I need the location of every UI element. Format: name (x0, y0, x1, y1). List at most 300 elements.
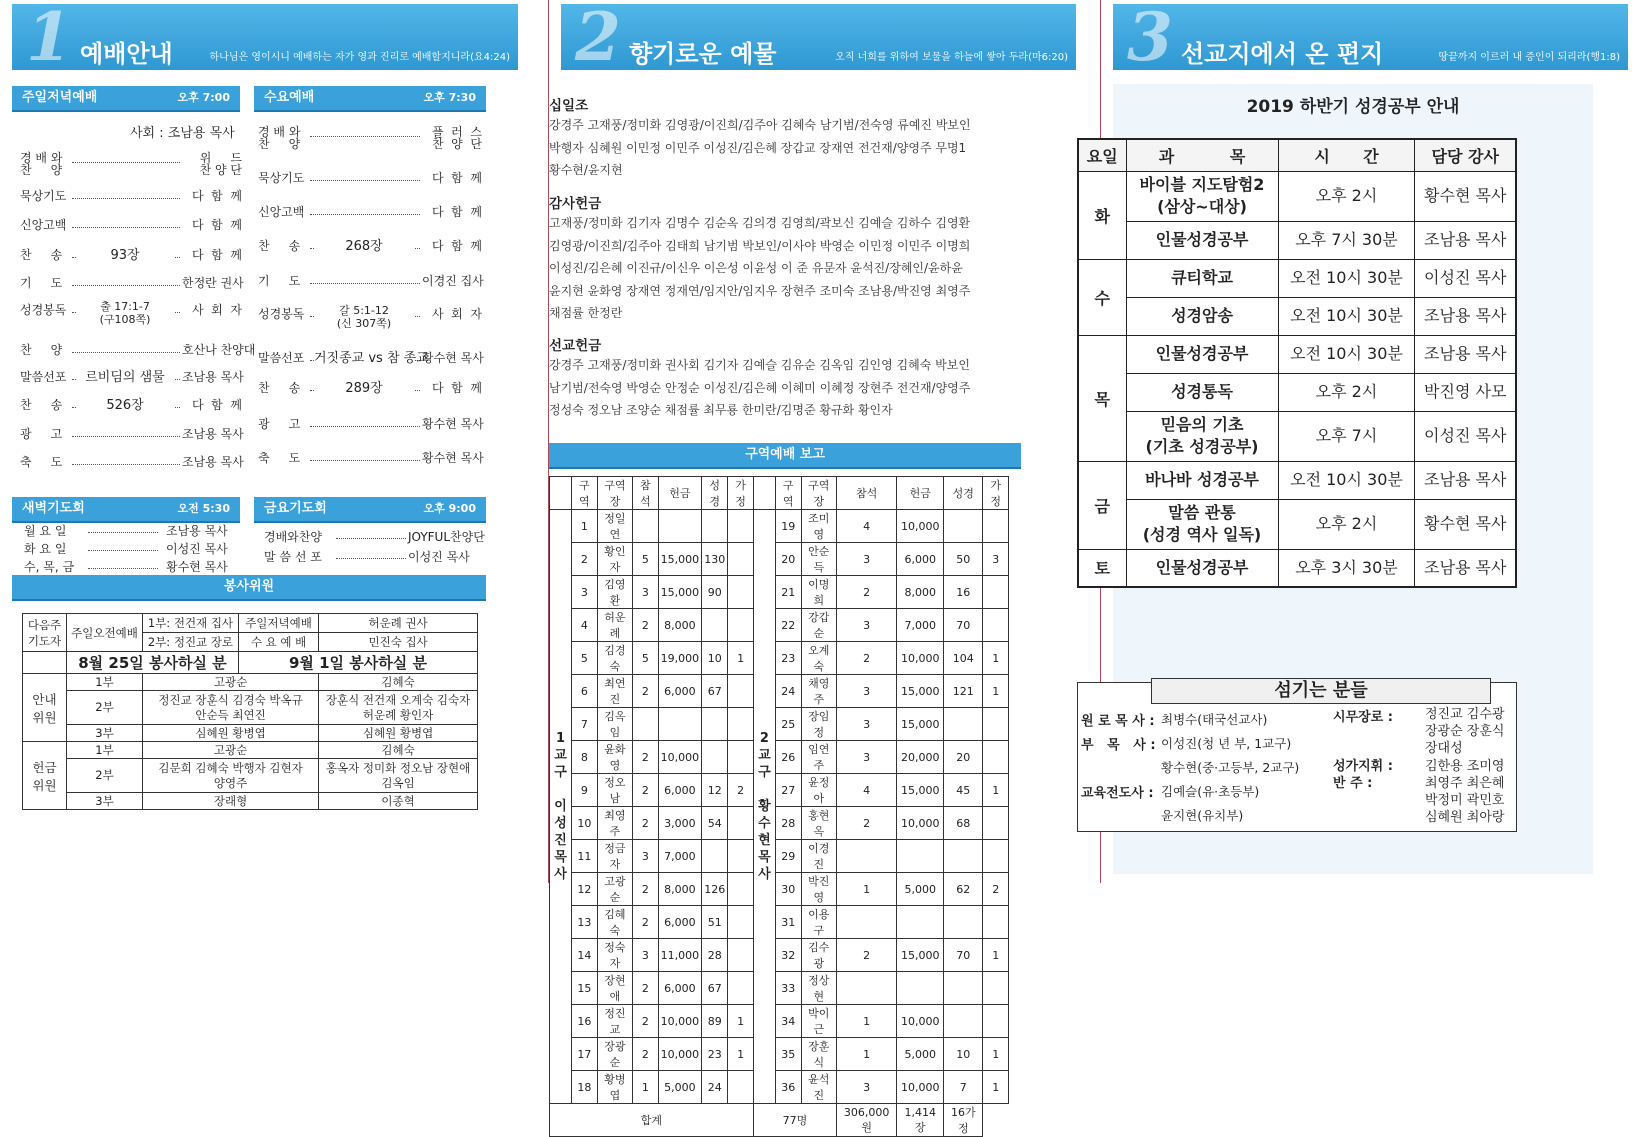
report-cell: 121 (944, 675, 983, 708)
order-label: 말씀선포 (20, 370, 67, 384)
table-row (550, 807, 1009, 840)
study-cell: 조남용 목사 (1415, 297, 1516, 335)
report-cell (983, 741, 1009, 774)
staff-role: 교육전도사 : (1081, 786, 1154, 801)
report-cell (983, 609, 1009, 642)
volunteer-cell: 장래형 (143, 793, 319, 810)
report-cell: 1 (983, 774, 1009, 807)
leader-dots (310, 180, 420, 181)
prayer-item: 경배와찬양 (264, 530, 322, 544)
report-cell (728, 1071, 754, 1104)
study-cell: 조남용 목사 (1415, 549, 1516, 587)
report-cell: 윤석진 (801, 1071, 836, 1104)
report-cell: 2 (633, 906, 659, 939)
report-cell: 10 (944, 1038, 983, 1071)
study-cell: 이성진 목사 (1415, 411, 1516, 461)
report-cell (897, 840, 944, 873)
report-cell: 1 (836, 873, 896, 906)
report-cell: 23 (702, 1038, 728, 1071)
report-cell (728, 906, 754, 939)
prayer-item: 말 씀 선 포 (264, 550, 322, 564)
staff-role: 원 로 목 사 : (1081, 714, 1155, 729)
report-cell: 1 (983, 1038, 1009, 1071)
report-cell (836, 906, 896, 939)
report-cell: 김경숙 (597, 642, 632, 675)
cell: 1부: 전건재 집사 (143, 614, 239, 633)
mission-names (549, 354, 1019, 422)
study-cell: 조남용 목사 (1415, 335, 1516, 373)
report-cell (983, 708, 1009, 741)
day-cell: 수 (1078, 259, 1126, 335)
order-value: 황수현 목사 (422, 451, 484, 465)
panel-verse: 하나님은 영이시니 예배하는 자가 영과 진리로 예배할지니라(요4:24) (209, 52, 510, 63)
total-cell: 1,414장 (897, 1104, 944, 1137)
panel-title: 예배안내 (80, 40, 173, 68)
order-label: 광 고 (20, 427, 63, 441)
study-cell: 바나바 성경공부 (1126, 461, 1278, 499)
report-cell: 5 (633, 642, 659, 675)
report-cell (983, 510, 1009, 543)
report-cell: 2 (633, 1038, 659, 1071)
cell: 주일저녁예배 (238, 614, 318, 633)
report-cell: 27 (775, 774, 801, 807)
staff-role: 부 목 사 : (1081, 738, 1156, 753)
section-title: 금요기도회 (264, 501, 327, 516)
report-cell (728, 543, 754, 576)
study-row (1078, 259, 1516, 297)
panel-verse: 오직 너희를 위하여 보물을 하늘에 쌓아 두라(마6:20) (835, 52, 1068, 63)
order-label: 찬 송 (258, 239, 301, 253)
section-time: 오후 7:30 (423, 91, 476, 104)
day-cell: 화 (1078, 171, 1126, 259)
table-row (550, 906, 1009, 939)
report-cell: 35 (775, 1038, 801, 1071)
study-cell: 오후 7시 (1278, 411, 1415, 461)
report-cell: 김수광 (801, 939, 836, 972)
table-row (550, 873, 1009, 906)
study-cell: 오전 10시 30분 (1278, 259, 1415, 297)
report-cell: 28 (775, 807, 801, 840)
study-cell: 믿음의 기초 (기초 성경공부) (1126, 411, 1278, 461)
volunteer-cell: 2부 (67, 691, 143, 725)
district-report-table (549, 476, 1009, 1137)
report-cell: 12 (572, 873, 598, 906)
study-cell: 인물성경공부 (1126, 549, 1278, 587)
report-cell: 2 (836, 576, 896, 609)
report-cell (983, 576, 1009, 609)
order-label: 경 배 와 찬 양 (20, 151, 63, 177)
panel-number: 1 (26, 4, 72, 70)
order-label: 찬 송 (20, 398, 63, 412)
report-cell: 4 (836, 774, 896, 807)
report-cell: 7 (572, 708, 598, 741)
wednesday-header (254, 86, 486, 110)
order-value: 한정란 권사 (182, 276, 244, 290)
report-cell: 29 (775, 840, 801, 873)
report-cell: 70 (944, 609, 983, 642)
order-value: 다 함 께 (431, 239, 482, 253)
report-cell: 51 (702, 906, 728, 939)
report-cell: 104 (944, 642, 983, 675)
report-cell (944, 510, 983, 543)
report-cell: 15,000 (897, 708, 944, 741)
order-value: 다 함 께 (431, 381, 482, 395)
study-header-row (1078, 139, 1516, 171)
panel-header (561, 4, 1076, 70)
cell: 민진숙 집사 (319, 633, 478, 652)
report-cell: 10 (702, 642, 728, 675)
column-header: 참석 (633, 477, 659, 510)
order-item: 289장 (314, 382, 414, 396)
order-value: 다 함 께 (191, 189, 242, 203)
leader-dots (72, 227, 180, 228)
report-cell: 10,000 (897, 1071, 944, 1104)
report-cell: 2 (633, 675, 659, 708)
group-label: 안내 위원 (23, 674, 67, 742)
study-row (1078, 499, 1516, 549)
report-cell: 6,000 (897, 543, 944, 576)
order-value: 조남용 목사 (182, 455, 244, 469)
report-cell (983, 906, 1009, 939)
worship-info-panel (0, 0, 530, 883)
study-cell: 성경통독 (1126, 373, 1278, 411)
report-cell: 34 (775, 1005, 801, 1038)
order-item: 93장 (76, 249, 174, 263)
report-cell: 1 (983, 675, 1009, 708)
staff-title: 섬기는 분들 (1151, 678, 1491, 704)
report-cell: 16 (944, 576, 983, 609)
report-cell (728, 609, 754, 642)
order-label: 묵상기도 (20, 189, 67, 203)
elders-names: 정진교 김수광 장광순 장훈식 장대성 (1425, 707, 1505, 756)
volunteer-cell: 정진교 장훈식 김경숙 박옥규 안순득 최연진 (143, 691, 319, 725)
volunteer-cell: 심혜원 황병엽 (319, 725, 478, 742)
order-value: 다 함 께 (191, 218, 242, 232)
leader-dots (310, 426, 420, 427)
order-label: 기 도 (258, 274, 301, 288)
column-header: 가정 (728, 477, 754, 510)
leader-dots (72, 352, 180, 353)
leader-dots (72, 436, 180, 437)
study-cell: 말씀 관통 (성경 역사 일독) (1126, 499, 1278, 549)
report-cell: 3 (836, 609, 896, 642)
report-cell: 2 (633, 1005, 659, 1038)
name-line: 황수현/윤지현 (549, 163, 623, 177)
report-cell: 김옥임 (597, 708, 632, 741)
order-item: 출 17:1-7 (구108쪽) (76, 300, 174, 326)
study-cell: 황수현 목사 (1415, 499, 1516, 549)
dawn-prayer-header (12, 497, 240, 521)
report-cell: 3 (836, 708, 896, 741)
tithe-names (549, 114, 1019, 182)
report-cell: 고광순 (597, 873, 632, 906)
order-label: 찬 송 (258, 381, 301, 395)
report-cell: 1 (983, 642, 1009, 675)
report-cell: 2 (728, 774, 754, 807)
leader-dots (310, 460, 420, 461)
report-cell: 22 (775, 609, 801, 642)
report-cell: 1 (728, 1038, 754, 1071)
report-cell: 2 (983, 873, 1009, 906)
report-cell: 10 (572, 807, 598, 840)
report-cell (702, 741, 728, 774)
report-cell: 5 (572, 642, 598, 675)
blank-cell (550, 477, 572, 510)
report-cell (983, 972, 1009, 1005)
volunteer-row (23, 725, 478, 742)
report-cell: 4 (836, 510, 896, 543)
name-line: 정성숙 정오남 조양순 채점률 최무룡 한미란/김명준 황규화 황인자 (549, 403, 893, 417)
study-cell: 오전 10시 30분 (1278, 461, 1415, 499)
total-cell: 77명 (753, 1104, 836, 1137)
cell: 허운례 권사 (319, 614, 478, 633)
report-cell (728, 708, 754, 741)
leader-dots (72, 285, 180, 286)
leader-dots (88, 550, 158, 551)
section-title: 봉사위원 (223, 579, 275, 594)
report-cell (728, 741, 754, 774)
elders-label: 시무장로 : (1333, 710, 1393, 725)
volunteer-cell: 홍옥자 정미화 정오남 장현애 김옥임 (319, 759, 478, 793)
report-cell: 2 (633, 972, 659, 1005)
report-cell (728, 510, 754, 543)
report-cell: 정진교 (597, 1005, 632, 1038)
order-label: 성경봉독 (20, 303, 67, 317)
leader-dots (310, 136, 420, 137)
report-cell: 90 (702, 576, 728, 609)
report-header (549, 443, 1021, 467)
report-cell: 68 (944, 807, 983, 840)
order-label: 기 도 (20, 276, 63, 290)
study-cell: 바이블 지도탐험2 (삼상~대상) (1126, 171, 1278, 221)
choir-label: 성가지휘 : 반 주 : (1333, 759, 1393, 791)
order-value: 황수현 목사 (422, 417, 484, 431)
thanks-title: 감사헌금 (549, 196, 602, 212)
volunteers-header (12, 575, 486, 599)
study-cell: 인물성경공부 (1126, 221, 1278, 259)
report-cell: 8,000 (658, 873, 702, 906)
section-time: 오후 9:00 (423, 502, 476, 515)
report-cell: 10,000 (658, 1005, 702, 1038)
report-cell: 15,000 (897, 939, 944, 972)
report-cell: 8 (572, 741, 598, 774)
report-cell: 3 (633, 939, 659, 972)
report-cell (983, 1005, 1009, 1038)
report-cell: 67 (702, 675, 728, 708)
report-cell: 3 (836, 675, 896, 708)
order-label: 성경봉독 (258, 307, 305, 321)
report-header-row (550, 477, 1009, 510)
report-cell: 3 (572, 576, 598, 609)
report-cell: 1 (836, 1038, 896, 1071)
report-cell: 5,000 (897, 1038, 944, 1071)
day-cell: 목 (1078, 335, 1126, 461)
volunteer-row (23, 742, 478, 759)
table-row (550, 1038, 1009, 1071)
order-value: 조남용 목사 (182, 427, 244, 441)
report-cell (983, 840, 1009, 873)
report-cell: 정금자 (597, 840, 632, 873)
report-cell (658, 708, 702, 741)
table-row (550, 840, 1009, 873)
report-cell: 10,000 (897, 1005, 944, 1038)
report-cell (658, 510, 702, 543)
table-row (550, 972, 1009, 1005)
volunteer-cell: 김혜숙 (319, 674, 478, 691)
panel-number: 2 (575, 4, 621, 70)
report-cell (702, 609, 728, 642)
volunteer-table (22, 613, 478, 810)
report-cell: 20 (775, 543, 801, 576)
report-cell: 16 (572, 1005, 598, 1038)
order-value: 위 드 찬 양 단 (199, 151, 242, 177)
study-cell: 큐티학교 (1126, 259, 1278, 297)
report-cell: 황병엽 (597, 1071, 632, 1104)
order-label: 묵상기도 (258, 171, 305, 185)
prayer-leader: 이성진 목사 (408, 550, 470, 564)
study-row (1078, 373, 1516, 411)
study-cell: 박진영 사모 (1415, 373, 1516, 411)
volunteer-row (23, 759, 478, 793)
volunteer-cell: 이종혁 (319, 793, 478, 810)
report-cell (702, 510, 728, 543)
study-cell: 오전 10시 30분 (1278, 297, 1415, 335)
volunteer-row (23, 691, 478, 725)
report-cell: 15 (572, 972, 598, 1005)
group-label: 2 교 구 황 수 현 목 사 (753, 510, 775, 1104)
leader-dots (88, 532, 158, 533)
study-row (1078, 221, 1516, 259)
report-cell: 2 (633, 807, 659, 840)
report-cell: 3 (633, 576, 659, 609)
prayer-leader: JOYFUL찬양단 (408, 530, 485, 544)
panel-verse: 땅끝까지 이르러 내 증인이 되리라(행1:8) (1438, 52, 1620, 63)
report-cell: 홍현옥 (801, 807, 836, 840)
report-cell: 24 (702, 1071, 728, 1104)
total-cell: 16가정 (944, 1104, 983, 1137)
report-cell: 25 (775, 708, 801, 741)
section-time: 오후 7:00 (177, 91, 230, 104)
name-line: 강경주 고재풍/정미화 권사회 김기자 김예슬 김유순 김옥임 김인영 김혜숙 박보인 (549, 358, 970, 372)
table-row (550, 543, 1009, 576)
volunteer-cell: 고광순 (143, 674, 319, 691)
name-line: 윤지현 윤화영 장재연 정재연/임지안/임지우 장현주 조미숙 조남용/박진영 최영주 (549, 283, 971, 298)
date-heading: 9월 1일 봉사하실 분 (238, 652, 477, 674)
report-cell (836, 972, 896, 1005)
table-row (550, 939, 1009, 972)
report-cell: 김영환 (597, 576, 632, 609)
report-cell: 45 (944, 774, 983, 807)
report-cell (897, 972, 944, 1005)
study-cell: 이성진 목사 (1415, 259, 1516, 297)
volunteer-cell: 1부 (67, 742, 143, 759)
report-cell: 50 (944, 543, 983, 576)
report-cell: 8,000 (897, 576, 944, 609)
order-value: 사 회 자 (191, 303, 242, 317)
order-label: 광 고 (258, 417, 301, 431)
report-cell: 10,000 (897, 510, 944, 543)
order-item: 갈 5:1-12 (신 307쪽) (314, 304, 414, 330)
report-cell: 1 (728, 642, 754, 675)
report-cell (944, 906, 983, 939)
total-row (550, 1104, 1009, 1137)
report-cell (728, 972, 754, 1005)
friday-prayer-header (254, 497, 486, 521)
cell: 주일오전예배 (67, 614, 143, 652)
order-label: 찬 양 (20, 343, 63, 357)
report-cell: 1 (983, 939, 1009, 972)
volunteer-cell: 1부 (67, 674, 143, 691)
report-cell: 1 (633, 1071, 659, 1104)
order-value: 다 함 께 (191, 248, 242, 262)
order-value: 조남용 목사 (182, 370, 244, 384)
order-label: 축 도 (20, 455, 63, 469)
report-cell: 7,000 (658, 840, 702, 873)
volunteer-cell: 2부 (67, 759, 143, 793)
report-cell: 89 (702, 1005, 728, 1038)
report-cell: 11,000 (658, 939, 702, 972)
report-cell: 장현애 (597, 972, 632, 1005)
prayer-day: 월 요 일 (24, 524, 67, 538)
report-cell: 정상현 (801, 972, 836, 1005)
volunteer-cell: 3부 (67, 725, 143, 742)
report-cell: 5,000 (897, 873, 944, 906)
order-label: 신앙고백 (258, 205, 305, 219)
group-label: 헌금 위원 (23, 742, 67, 810)
report-cell: 30 (775, 873, 801, 906)
host-line: 사회 : 조남용 목사 (130, 126, 235, 141)
study-cell: 조남용 목사 (1415, 461, 1516, 499)
leader-dots (72, 162, 180, 163)
report-cell (728, 939, 754, 972)
report-cell: 1 (572, 510, 598, 543)
study-cell: 오후 2시 (1278, 373, 1415, 411)
report-cell: 28 (702, 939, 728, 972)
column-header: 헌금 (658, 477, 702, 510)
leader-dots (72, 198, 180, 199)
report-cell: 2 (572, 543, 598, 576)
study-row (1078, 335, 1516, 373)
table-row (550, 609, 1009, 642)
report-cell: 6,000 (658, 774, 702, 807)
section-time: 오전 5:30 (177, 502, 230, 515)
report-cell: 오계숙 (801, 642, 836, 675)
report-cell: 김혜숙 (597, 906, 632, 939)
report-cell (728, 675, 754, 708)
study-cell: 오후 3시 30분 (1278, 549, 1415, 587)
leader-dots (310, 214, 420, 215)
column-header: 구역장 (597, 477, 632, 510)
offering-panel (548, 0, 1088, 1135)
report-cell: 33 (775, 972, 801, 1005)
report-cell: 1 (983, 1071, 1009, 1104)
cell: 2부: 정진교 장로 (143, 633, 239, 652)
name-line: 채점률 한정란 (549, 306, 623, 320)
panel-header (1113, 4, 1628, 70)
report-cell: 장훈식 (801, 1038, 836, 1071)
report-cell (702, 840, 728, 873)
sunday-evening-header (12, 86, 240, 110)
leader-dots (88, 568, 158, 569)
report-cell: 황인자 (597, 543, 632, 576)
volunteer-cell: 김문희 김혜숙 박행자 김현자 양영주 (143, 759, 319, 793)
group-label: 1 교 구 이 성 진 목 사 (550, 510, 572, 1104)
table-row (550, 1005, 1009, 1038)
report-cell: 조미영 (801, 510, 836, 543)
prayer-leader: 이성진 목사 (166, 542, 228, 556)
report-cell (944, 1005, 983, 1038)
report-cell: 3 (836, 741, 896, 774)
